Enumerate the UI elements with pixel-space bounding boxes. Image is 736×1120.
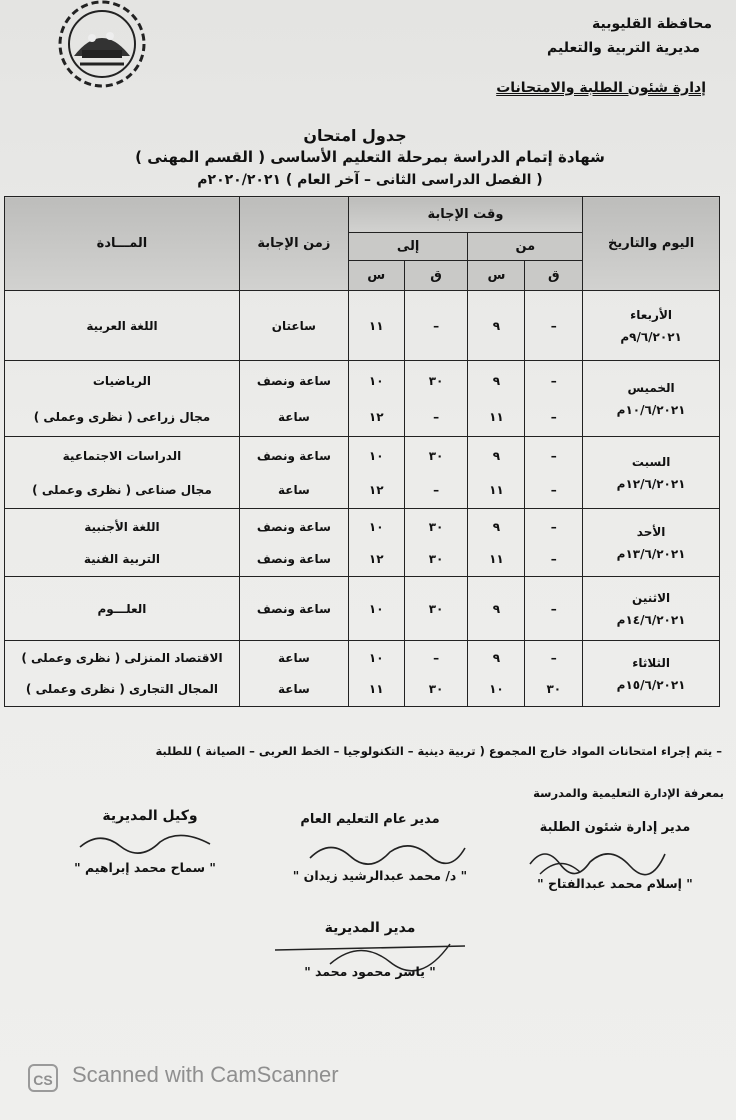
from-minute-cell xyxy=(525,291,583,361)
from-minute-cell xyxy=(525,437,583,509)
day-date-cell xyxy=(583,509,720,577)
date-label: ١٤/٦/٢٠٢١م xyxy=(616,612,686,627)
to-hour-cell xyxy=(348,509,404,577)
signature-scribble-icon xyxy=(70,822,220,862)
signature-scribble-icon xyxy=(520,834,670,882)
subject-value: اللغة الأجنبية xyxy=(84,519,160,534)
duration-value: ساعة xyxy=(277,651,310,665)
from-minute-value: – xyxy=(550,318,557,333)
to-hour-value: ١٢ xyxy=(368,482,384,497)
schedule-title: جدول امتحان xyxy=(303,126,407,145)
signature-name-general-education: " د/ محمد عبدالرشيد زيدان " xyxy=(292,868,468,883)
to-hour-value: ١١ xyxy=(368,682,384,696)
from-hour-cell xyxy=(468,361,525,437)
from-minute-value: – xyxy=(550,551,557,566)
duration-cell xyxy=(239,641,348,707)
to-minute-value: ٣٠ xyxy=(428,601,444,616)
signature-scribble-icon xyxy=(300,826,470,874)
to-minute-cell xyxy=(404,291,468,361)
header-subject: المـــادة xyxy=(5,197,240,291)
duration-value: ساعة ونصف xyxy=(256,448,331,463)
table-row xyxy=(5,291,720,361)
table-row xyxy=(5,361,720,437)
to-minute-cell xyxy=(404,577,468,641)
to-minute-value: ٣٠ xyxy=(428,519,444,534)
header-day-date: اليوم والتاريخ xyxy=(583,197,720,291)
to-minute-value: – xyxy=(433,482,440,497)
signature-name-director: " ياسر محمود محمد " xyxy=(304,964,436,979)
to-minute-value: ٣٠ xyxy=(428,448,444,463)
to-minute-value: – xyxy=(433,409,440,424)
from-hour-cell xyxy=(468,577,525,641)
to-minute-value: ٣٠ xyxy=(428,551,444,566)
subject-cell xyxy=(5,291,240,361)
table-row xyxy=(5,437,720,509)
subject-cell xyxy=(5,641,240,707)
exam-schedule-table xyxy=(4,196,720,707)
duration-value: ساعة xyxy=(277,409,310,424)
date-label: ١٣/٦/٢٠٢١م xyxy=(616,546,686,561)
duration-cell xyxy=(239,437,348,509)
signature-title-director: مدير المديرية xyxy=(324,920,416,936)
subject-value: اللغة العربية xyxy=(86,318,158,333)
from-hour-value: ١١ xyxy=(489,482,504,497)
term-title: ( الفصل الدراسى الثانى – آخر العام ) ٢٠٢٠/٢٠٢١م xyxy=(197,172,543,188)
duration-value: ساعتان xyxy=(271,318,316,333)
to-hour-cell xyxy=(348,291,404,361)
to-hour-value: ١٠ xyxy=(368,448,384,463)
to-hour-cell xyxy=(348,437,404,509)
to-minute-cell xyxy=(404,641,468,707)
from-minute-value: – xyxy=(550,651,557,665)
duration-value: ساعة ونصف xyxy=(256,601,331,616)
governorate-label: محافظة القليوبية xyxy=(592,16,712,32)
header-from-hour: س xyxy=(468,261,525,291)
duration-value: ساعة ونصف xyxy=(256,519,331,534)
duration-value: ساعة xyxy=(277,682,310,696)
directorate-label: مديرية التربية والتعليم xyxy=(547,40,700,56)
day-date-cell xyxy=(583,291,720,361)
header-to: إلى xyxy=(348,233,468,261)
from-minute-value: – xyxy=(550,448,557,463)
day-label: الخميس xyxy=(627,380,675,395)
to-hour-cell xyxy=(348,577,404,641)
to-hour-value: ١٠ xyxy=(368,519,384,534)
subject-cell xyxy=(5,509,240,577)
to-minute-value: ٣٠ xyxy=(428,373,444,388)
to-hour-value: ١٠ xyxy=(368,601,384,616)
table-row xyxy=(5,509,720,577)
from-hour-cell xyxy=(468,509,525,577)
header-to-hour: س xyxy=(348,261,404,291)
from-minute-cell xyxy=(525,509,583,577)
signature-title-general-education: مدير عام التعليم العام xyxy=(300,812,440,827)
from-minute-cell xyxy=(525,641,583,707)
from-hour-value: ٩ xyxy=(492,448,501,463)
subject-value: مجال زراعى ( نظرى وعملى ) xyxy=(33,409,211,424)
from-hour-value: ٩ xyxy=(492,519,501,534)
from-hour-cell xyxy=(468,641,525,707)
note-line-1: – يتم إجراء امتحانات المواد خارج المجموع ( تربية دينية – التكنولوجيا – الخط العربى – الصيانة ) للطلبة xyxy=(155,744,722,758)
day-date-cell xyxy=(583,577,720,641)
subject-value: الاقتصاد المنزلى ( نظرى وعملى ) xyxy=(21,651,223,665)
day-label: الأربعاء xyxy=(630,307,673,322)
to-hour-value: ١١ xyxy=(368,318,384,333)
from-minute-value: – xyxy=(550,601,557,616)
from-minute-value: – xyxy=(550,482,557,497)
subject-value: مجال صناعى ( نظرى وعملى ) xyxy=(32,482,212,497)
to-hour-cell xyxy=(348,361,404,437)
to-hour-value: ١٠ xyxy=(368,651,384,665)
from-minute-value: – xyxy=(550,373,557,388)
subject-value: التربية الفنية xyxy=(83,551,161,566)
date-label: ١٥/٦/٢٠٢١م xyxy=(616,677,686,692)
to-minute-value: – xyxy=(433,651,440,665)
duration-cell xyxy=(239,361,348,437)
day-date-cell xyxy=(583,437,720,509)
from-hour-value: ١١ xyxy=(489,409,504,424)
from-hour-value: ١١ xyxy=(489,551,504,566)
from-hour-value: ٩ xyxy=(492,651,501,665)
to-minute-cell xyxy=(404,361,468,437)
to-hour-cell xyxy=(348,641,404,707)
from-minute-cell xyxy=(525,577,583,641)
day-label: الثلاثاء xyxy=(632,655,670,670)
camscanner-logo-icon: CS xyxy=(28,1064,58,1092)
to-minute-cell xyxy=(404,437,468,509)
from-hour-value: ١٠ xyxy=(489,682,504,696)
to-minute-cell xyxy=(404,509,468,577)
to-minute-value: – xyxy=(433,318,440,333)
duration-cell xyxy=(239,291,348,361)
to-minute-value: ٣٠ xyxy=(428,682,444,696)
from-minute-value: – xyxy=(550,409,557,424)
signature-title-student-affairs: مدير إدارة شئون الطلبة xyxy=(539,820,691,835)
camscanner-watermark: Scanned with CamScanner xyxy=(72,1062,339,1087)
table-row xyxy=(5,577,720,641)
to-hour-value: ١٢ xyxy=(368,551,384,566)
subject-cell xyxy=(5,437,240,509)
signature-title-deputy: وكيل المديرية xyxy=(102,808,198,824)
header-duration: زمن الإجابة xyxy=(239,197,348,291)
from-minute-cell xyxy=(525,361,583,437)
date-label: ١٢/٦/٢٠٢١م xyxy=(616,476,686,491)
date-label: ٩/٦/٢٠٢١م xyxy=(620,329,682,344)
subject-value: المجال التجارى ( نظرى وعملى ) xyxy=(25,682,218,696)
note-line-2: بمعرفة الإدارة التعليمية والمدرسة xyxy=(533,786,724,800)
from-minute-value: ٣٠ xyxy=(546,682,562,696)
day-label: الأحد xyxy=(636,524,666,539)
subject-cell xyxy=(5,577,240,641)
header-from-minute: ق xyxy=(525,261,583,291)
duration-value: ساعة ونصف xyxy=(256,551,331,566)
header-from: من xyxy=(468,233,583,261)
directorate-logo-icon xyxy=(52,0,152,95)
subject-value: العلـــوم xyxy=(97,601,147,616)
department-label: إدارة شئون الطلبة والامتحانات xyxy=(496,80,706,96)
from-hour-cell xyxy=(468,291,525,361)
day-date-cell xyxy=(583,641,720,707)
subject-cell xyxy=(5,361,240,437)
signature-name-deputy: " سماح محمد إبراهيم " xyxy=(74,860,216,875)
date-label: ١٠/٦/٢٠٢١م xyxy=(616,402,686,417)
day-date-cell xyxy=(583,361,720,437)
duration-cell xyxy=(239,509,348,577)
to-hour-value: ١٠ xyxy=(368,373,384,388)
header-to-minute: ق xyxy=(404,261,468,291)
from-hour-cell xyxy=(468,437,525,509)
from-hour-value: ٩ xyxy=(492,601,501,616)
from-minute-value: – xyxy=(550,519,557,534)
table-row xyxy=(5,641,720,707)
to-hour-value: ١٢ xyxy=(368,409,384,424)
subject-value: الرياضيات xyxy=(92,373,152,388)
subject-value: الدراسات الاجتماعية xyxy=(62,448,182,463)
certificate-title: شهادة إتمام الدراسة بمرحلة التعليم الأساسى ( القسم المهنى ) xyxy=(135,148,605,166)
day-label: السبت xyxy=(631,454,671,469)
duration-value: ساعة xyxy=(277,482,310,497)
header-answer-time: وقت الإجابة xyxy=(348,197,582,233)
from-hour-value: ٩ xyxy=(492,373,501,388)
signature-name-student-affairs: " إسلام محمد عبدالفتاح " xyxy=(537,876,693,891)
day-label: الاثنين xyxy=(632,590,671,605)
from-hour-value: ٩ xyxy=(492,318,501,333)
duration-value: ساعة ونصف xyxy=(256,373,331,388)
duration-cell xyxy=(239,577,348,641)
